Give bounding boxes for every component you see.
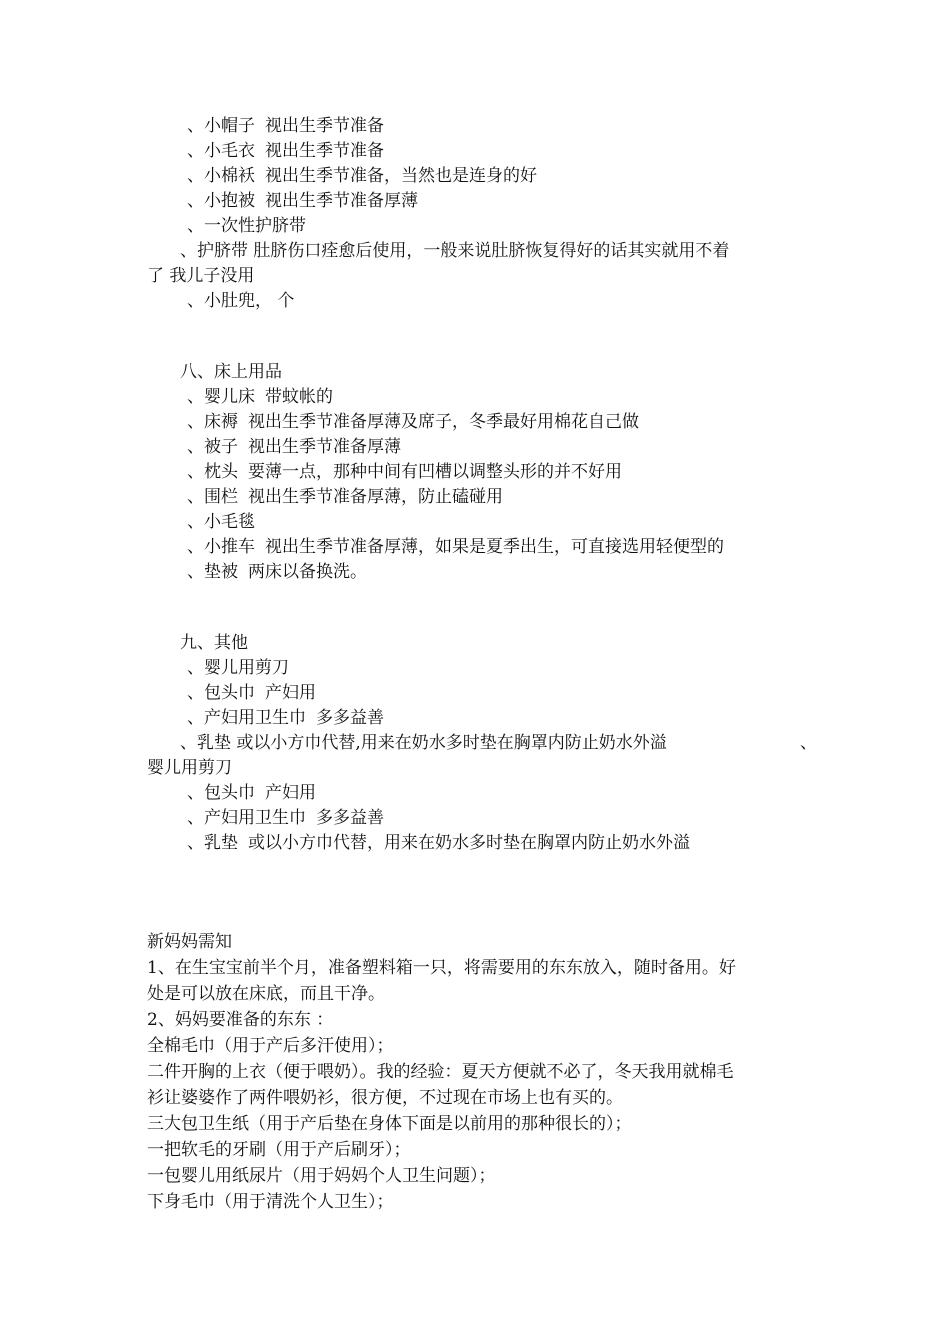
navel-band-line-continued: 了 我儿子没用 bbox=[147, 266, 255, 286]
list-item: 、包头巾 产妇用 bbox=[187, 783, 316, 803]
list-item: 、垫被 两床以备换洗。 bbox=[187, 562, 367, 582]
paragraph-line: 三大包卫生纸（用于产后垫在身体下面是以前用的那种很长的）； bbox=[147, 1114, 632, 1134]
list-item: 、小毛衣 视出生季节准备 bbox=[187, 141, 384, 161]
list-item: 、围栏 视出生季节准备厚薄，防止磕碰用 bbox=[187, 487, 503, 507]
paragraph-line: 2、妈妈要准备的东东 ： bbox=[147, 1010, 334, 1030]
navel-band-line: 、护脐带 肚脐伤口痊愈后使用，一般来说肚脐恢复得好的话其实就用不着 bbox=[180, 241, 730, 261]
list-item: 、小毛毯 bbox=[187, 512, 255, 532]
breast-pad-line: 、乳垫 或以小方巾代替,用来在奶水多时垫在胸罩内防止奶水外溢 bbox=[180, 733, 667, 753]
list-item: 、小推车 视出生季节准备厚薄，如果是夏季出生，可直接选用轻便型的 bbox=[187, 537, 724, 557]
list-item: 、小抱被 视出生季节准备厚薄 bbox=[187, 191, 418, 211]
section-heading: 八、床上用品 bbox=[180, 362, 282, 382]
list-item: 、被子 视出生季节准备厚薄 bbox=[187, 437, 401, 457]
paragraph-line: 下身毛巾（用于清洗个人卫生）； bbox=[147, 1192, 394, 1212]
list-item: 、小帽子 视出生季节准备 bbox=[187, 116, 384, 136]
paragraph-line: 二件开胸的上衣（便于喂奶）。我的经验：夏天方便就不必了，冬天我用就棉毛 bbox=[147, 1062, 734, 1082]
list-item: 、小肚兜， 个 bbox=[187, 291, 295, 311]
paragraph-line: 全棉毛巾（用于产后多汗使用）； bbox=[147, 1036, 394, 1056]
paragraph-line: 一包婴儿用纸尿片（用于妈妈个人卫生问题）； bbox=[147, 1166, 496, 1186]
paragraph-line: 衫让婆婆作了两件喂奶衫，很方便，不过现在市场上也有买的。 bbox=[147, 1088, 623, 1108]
list-item: 、乳垫 或以小方巾代替，用来在奶水多时垫在胸罩内防止奶水外溢 bbox=[187, 833, 690, 853]
list-item: 、包头巾 产妇用 bbox=[187, 683, 316, 703]
section-heading: 新妈妈需知 bbox=[147, 932, 232, 952]
list-item: 、婴儿床 带蚊帐的 bbox=[187, 387, 333, 407]
list-marker: 、 bbox=[800, 733, 817, 753]
list-item: 、床褥 视出生季节准备厚薄及席子，冬季最好用棉花自己做 bbox=[187, 412, 639, 432]
paragraph-line: 1、在生宝宝前半个月，准备塑料箱一只，将需要用的东东放入，随时备用。好 bbox=[147, 958, 736, 978]
section-heading: 九、其他 bbox=[180, 633, 248, 653]
paragraph-line: 处是可以放在床底，而且干净。 bbox=[147, 984, 385, 1004]
list-item: 、产妇用卫生巾 多多益善 bbox=[187, 808, 384, 828]
list-item: 、一次性护脐带 bbox=[187, 216, 306, 236]
list-item: 、产妇用卫生巾 多多益善 bbox=[187, 708, 384, 728]
list-item: 婴儿用剪刀 bbox=[147, 758, 232, 778]
list-item: 、小棉袄 视出生季节准备，当然也是连身的好 bbox=[187, 166, 537, 186]
list-item: 、枕头 要薄一点，那种中间有凹槽以调整头形的并不好用 bbox=[187, 462, 622, 482]
paragraph-line: 一把软毛的牙刷（用于产后刷牙）； bbox=[147, 1140, 411, 1160]
list-item: 、婴儿用剪刀 bbox=[187, 658, 289, 678]
